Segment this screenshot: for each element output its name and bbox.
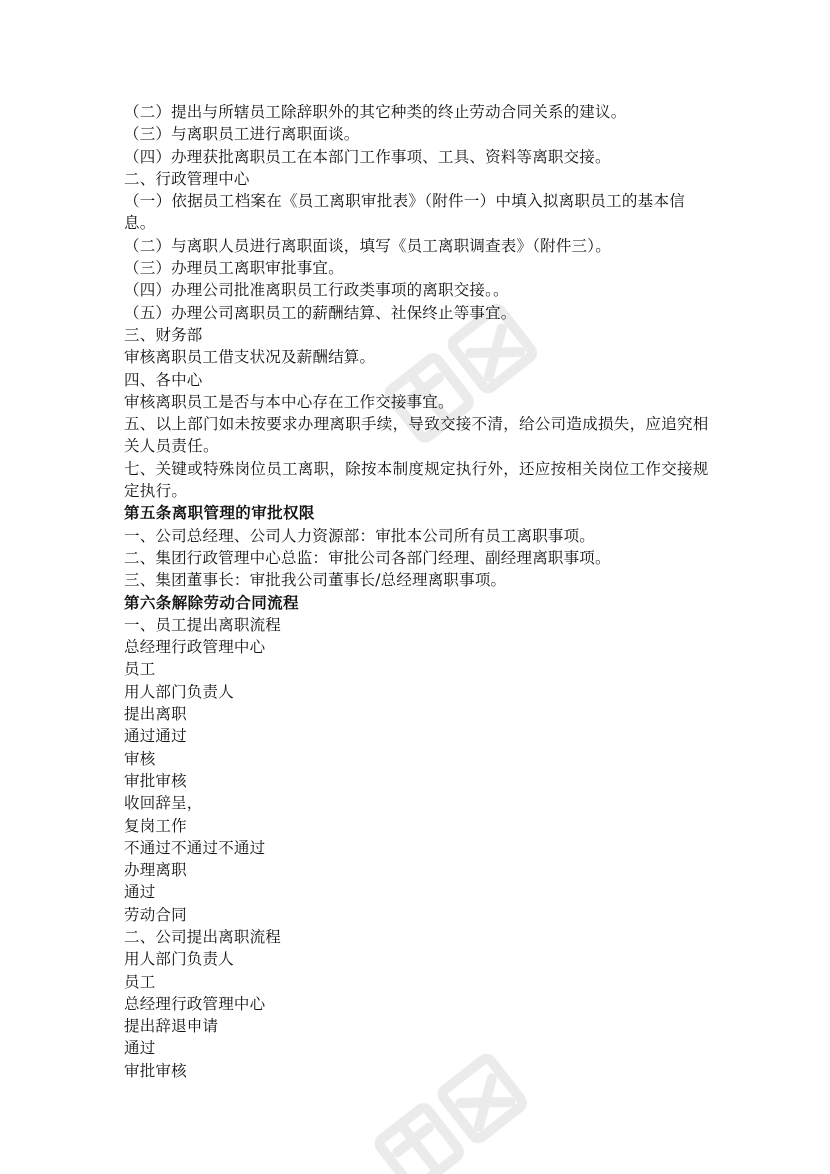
- text-line: 总经理行政管理中心: [124, 994, 266, 1013]
- article-heading: 第六条解除劳动合同流程: [124, 593, 299, 612]
- text-line: （三）与离职员工进行离职面谈。: [124, 125, 360, 144]
- text-line: 审批审核: [124, 771, 187, 790]
- text-line: （五）办理公司离职员工的薪酬结算、社保终止等事宜。: [124, 303, 517, 322]
- text-line: （四）办理获批离职员工在本部门工作事项、工具、资料等离职交接。: [124, 147, 611, 166]
- text-line: （四）办理公司批准离职员工行政类事项的离职交接。。: [124, 281, 509, 300]
- text-line: 通过: [124, 883, 156, 902]
- text-line: 审批审核: [124, 1061, 187, 1080]
- section-title: 四、各中心: [124, 370, 203, 389]
- text-line: （三）办理员工离职审批事宜。: [124, 259, 344, 278]
- text-line: 审核离职员工是否与本中心存在工作交接事宜。: [124, 392, 454, 411]
- text-paragraph: 七、关键或特殊岗位员工离职，除按本制度规定执行外，还应按相关岗位工作交接规定执行。: [124, 459, 709, 501]
- text-line: 总经理行政管理中心: [124, 638, 266, 657]
- text-line: 一、员工提出离职流程: [124, 615, 282, 634]
- text-line: 收回辞呈，: [124, 794, 203, 813]
- section-title: 三、财务部: [124, 325, 203, 344]
- text-line: 提出辞退申请: [124, 1017, 219, 1036]
- text-line: （二）提出与所辖员工除辞职外的其它种类的终止劳动合同关系的建议。: [124, 103, 627, 121]
- text-line: 用人部门负责人: [124, 682, 234, 701]
- text-line: 不通过不通过不通过: [124, 838, 266, 857]
- text-line: 二、公司提出离职流程: [124, 927, 282, 946]
- text-paragraph: 五、以上部门如未按要求办理离职手续，导致交接不清，给公司造成损失，应追究相关人员责任。: [124, 415, 709, 456]
- document-body: [124, 101, 714, 1082]
- text-line: 审核离职员工借支状况及薪酬结算。: [124, 348, 376, 367]
- text-line: 提出离职: [124, 705, 187, 724]
- text-paragraph: （一）依据员工档案在《员工离职审批表》（附件一）中填入拟离职员工的基本信息。: [124, 192, 686, 233]
- text-line: 审核: [124, 749, 156, 768]
- text-line: 员工: [124, 972, 156, 991]
- text-line: 用人部门负责人: [124, 950, 234, 969]
- text-line: 一、公司总经理、公司人力资源部：审批本公司所有员工离职事项。: [124, 526, 596, 545]
- text-line: 二、集团行政管理中心总监：审批公司各部门经理、副经理离职事项。: [124, 548, 611, 567]
- text-line: 通过: [124, 1039, 156, 1058]
- text-line: 复岗工作: [124, 816, 187, 835]
- section-title: 二、行政管理中心: [124, 169, 250, 188]
- text-line: 通过通过: [124, 727, 187, 746]
- text-line: 办理离职: [124, 861, 187, 880]
- text-line: 三、集团董事长：审批我公司董事长/总经理离职事项。: [124, 571, 507, 590]
- text-line: 员工: [124, 660, 156, 679]
- text-line: （二）与离职人员进行离职面谈，填写《员工离职调查表》（附件三）。: [124, 236, 611, 255]
- text-line: 劳动合同: [124, 905, 187, 924]
- article-heading: 第五条离职管理的审批权限: [124, 504, 315, 523]
